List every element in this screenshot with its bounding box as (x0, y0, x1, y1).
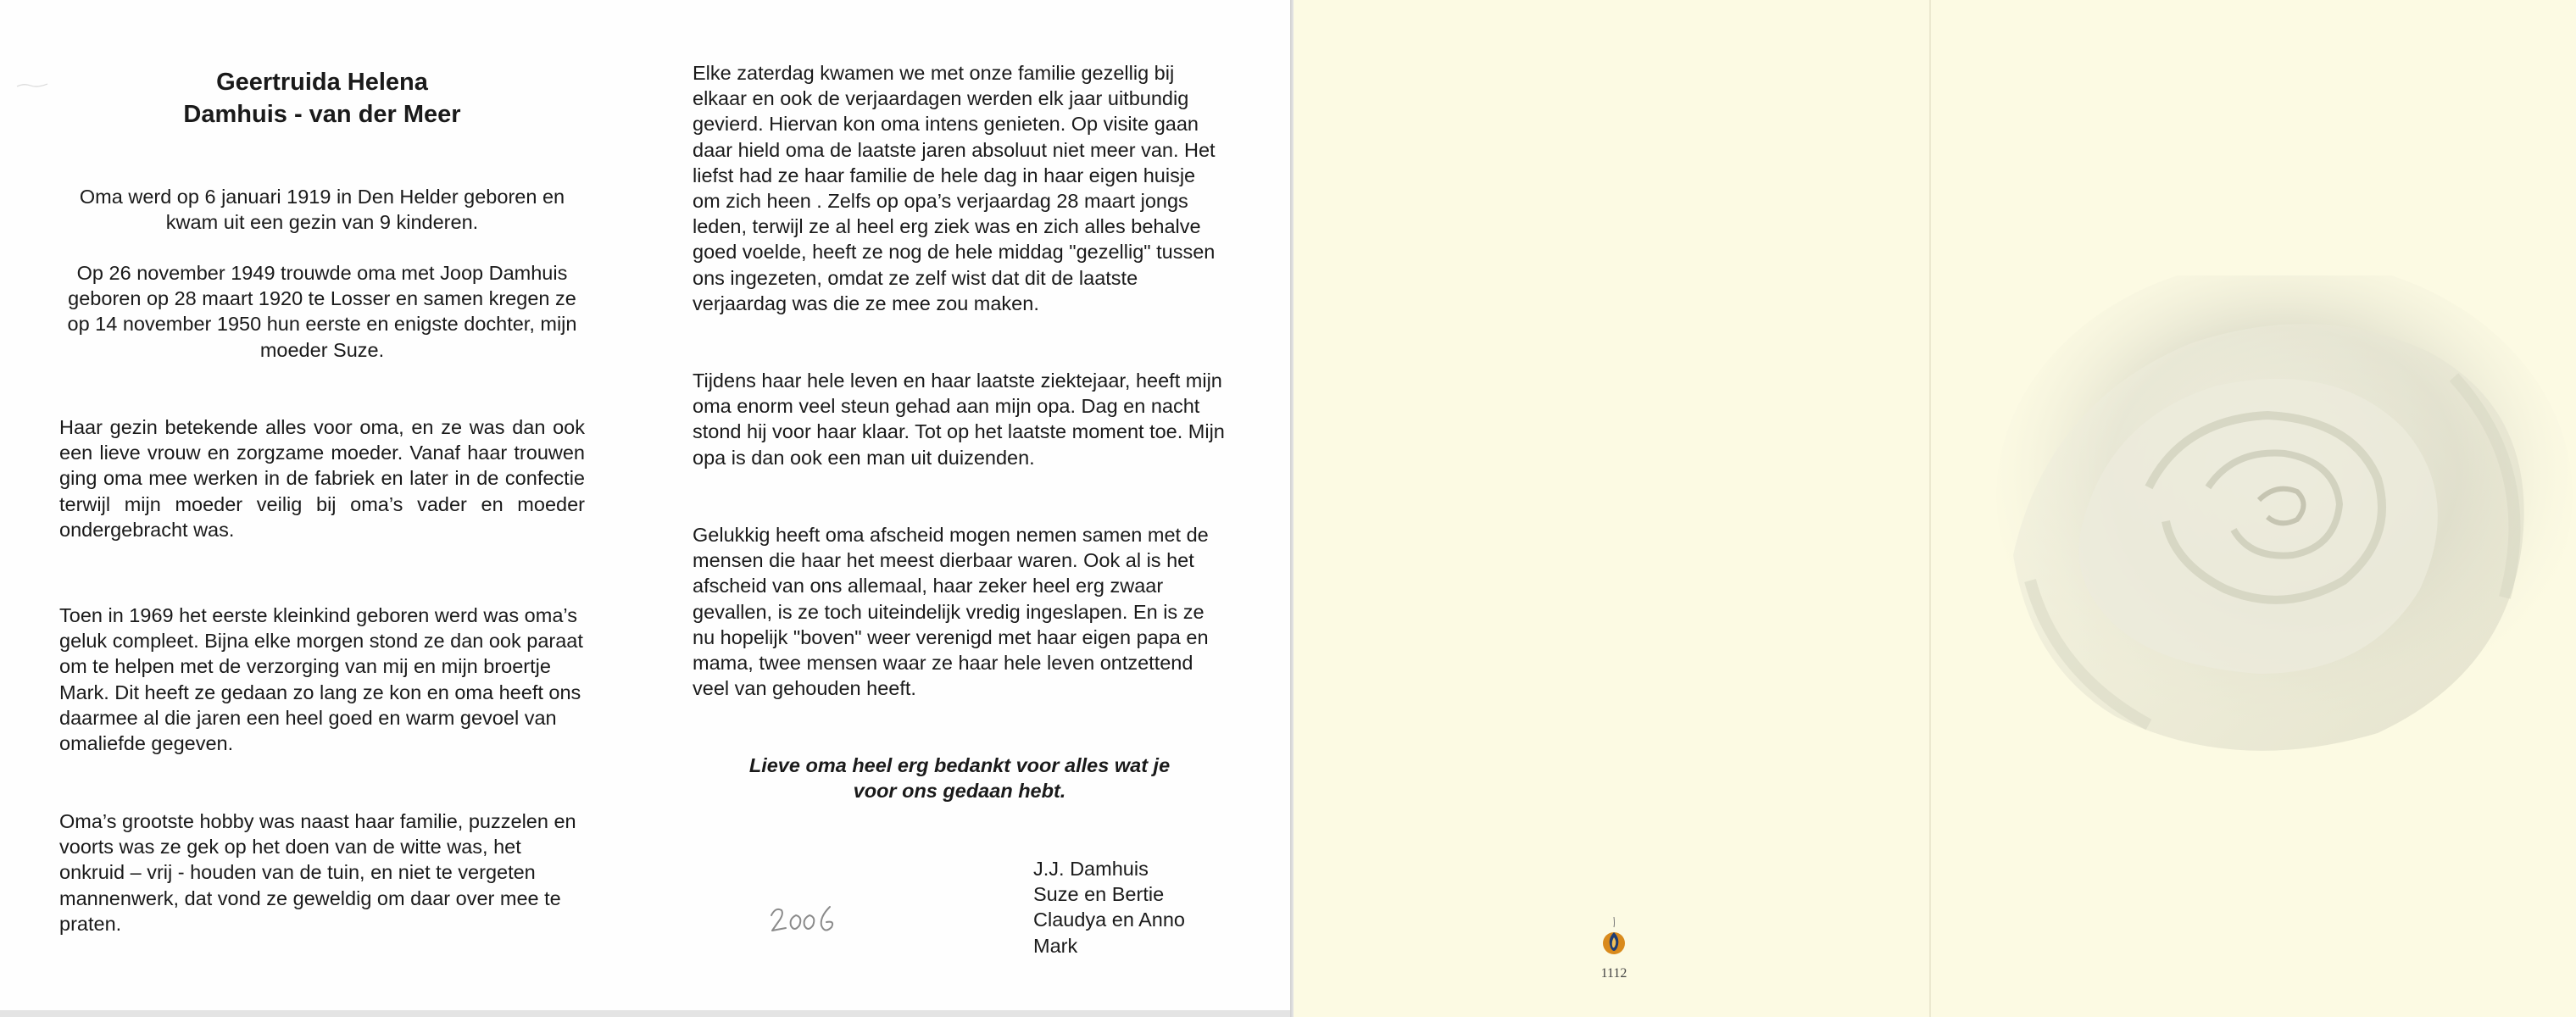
scan-bottom-edge (0, 1010, 1290, 1017)
thanks-line2: voor ons gedaan hebt. (853, 780, 1066, 802)
paragraph-marriage (59, 260, 585, 363)
paragraph-text: Toen in 1969 het eerste kleinkind geboren werd was oma’s geluk compleet. Bijna elke morgen stond ze dan ook paraat om te helpen met de verzorging van mij en mijn broertje Mark. Dit heeft ze gedaan zo lang ze kon en oma heeft ons daarmee al die jaren een heel goed en warm gevoel van omaliefde gegeven. (59, 604, 583, 755)
signer: Claudya en Anno (1033, 909, 1186, 931)
signer: Mark (1033, 934, 1078, 957)
paragraph-text: Elke zaterdag kwamen we met onze familie gezellig bij elkaar en ook de verjaardagen werden elk jaar uitbundig gevierd. Hiervan kon oma intens genieten. Op visite gaan daar hield oma de laatste jaren absoluut niet meer van. Het liefst had ze haar familie de hele dag in haar eigen huisje om zich heen . Zelfs op opa’s verjaardag 28 maart jongs leden, terwijl ze al heel erg ziek was en zich alles behalve goed voelde, heeft ze nog de hele middag "gezellig" tussen ons ingezeten, omdat ze zelf wist dat dit de laatste verjaardag was die ze mee zou maken. (693, 62, 1216, 314)
deceased-name (59, 66, 585, 131)
paragraph-grandchildren (59, 603, 585, 756)
paragraph-text: Haar gezin betekende alles voor oma, en ze was dan ook een lieve vrouw en zorgzame moeder. Vanaf haar trouwen ging oma mee werken in de fabriek en later in de confectie terwijl mijn moeder veilig bij oma’s vader en moeder ondergebracht was. (59, 416, 585, 541)
paragraph-text: Tijdens haar hele leven en haar laatste ziektejaar, heeft mijn oma enorm veel steun gehad aan mijn opa. Dag en nacht stond hij voor haar klaar. Tot op het laatste moment toe. Mijn opa is dan ook een man uit duizenden. (693, 370, 1225, 469)
deceased-name-line1: Geertruida Helena (216, 69, 428, 96)
signer: Suze en Bertie (1033, 883, 1165, 906)
handwritten-year (767, 900, 852, 939)
scan-speck (15, 76, 49, 92)
deceased-name-line2: Damhuis - van der Meer (183, 101, 461, 128)
paragraph-text: Gelukkig heeft oma afscheid mogen nemen samen met de mensen die haar het meest dierbaar waren. Ook al is het afscheid van ons allemaal, haar zeker heel erg zwaar gevallen, is ze toch uiteindelijk vredig ingeslapen. En is ze nu hopelijk "boven" weer verenigd met haar eigen papa en mama, twee mensen waar ze haar hele leven ontzettend veel van gehouden heeft. (693, 524, 1209, 700)
flame-drop-icon (1595, 915, 1633, 958)
rose-image (1979, 275, 2573, 784)
thanks-message (693, 753, 1227, 803)
paragraph-gatherings (693, 60, 1227, 316)
signer: J.J. Damhuis (1033, 858, 1149, 880)
card-panel-fold (1929, 0, 1931, 1017)
card-number: 1112 (1600, 966, 1627, 981)
paragraph-text: Oma werd op 6 januari 1919 in Den Helder geboren en kwam uit een gezin van 9 kinderen. (79, 186, 565, 234)
paragraph-grandfather (693, 368, 1227, 470)
paragraph-text: Op 26 november 1949 trouwde oma met Joop Damhuis geboren op 28 maart 1920 te Losser en samen kregen ze op 14 november 1950 hun eerste en enigste dochter, mijn moeder Suze. (67, 262, 577, 361)
paragraph-hobbies (59, 809, 585, 936)
paragraph-text: Oma’s grootste hobby was naast haar familie, puzzelen en voorts was ze gek op het doen van de witte was, het onkruid – vrij - houden van de tuin, en niet te vergeten mannenwerk, dat vond ze geweldig om daar over mee te praten. (59, 810, 576, 935)
signers-list (1033, 856, 1185, 959)
thanks-line1: Lieve oma heel erg bedankt voor alles wat je (748, 754, 1171, 776)
paragraph-farewell (693, 522, 1227, 701)
paragraph-birth (59, 184, 585, 235)
paragraph-family (59, 414, 585, 542)
